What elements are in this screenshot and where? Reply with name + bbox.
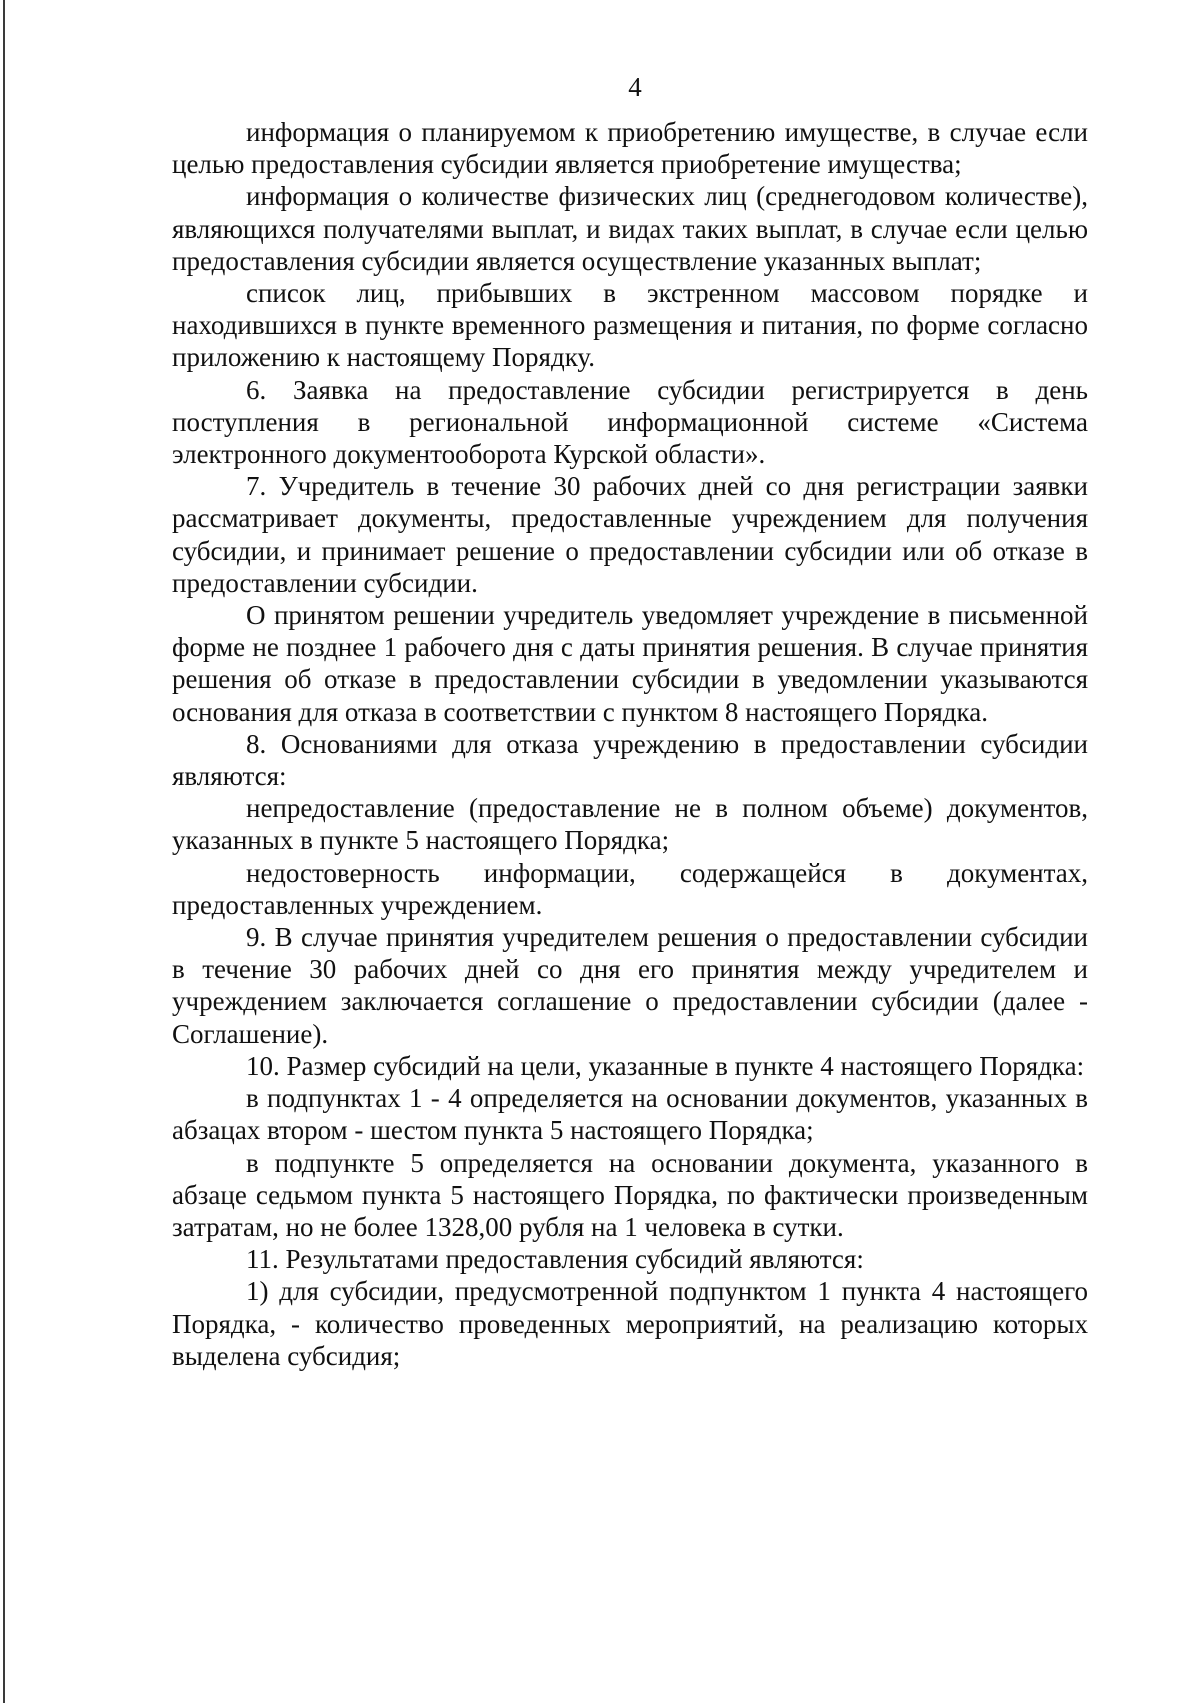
paragraph-item-7: 7. Учредитель в течение 30 рабочих дней со дня регистрации заявки рассматривает документы, предоставленные учреждением для получения субсидии, и принимает решение о предоставлении субсидии или об отказе в предоставлении субсидии. <box>172 471 1088 598</box>
paragraph-decision-notice: О принятом решении учредитель уведомляет учреждение в письменной форме не позднее 1 рабочего дня с даты принятия решения. В случае принятия решения об отказе в предоставлении субсидии в уведомлении указываются основания для отказа в соответствии с пунктом 8 настоящего Порядка. <box>172 600 1088 727</box>
paragraph-non-submission: непредоставление (предоставление не в полном объеме) документов, указанных в пункте 5 настоящего Порядка; <box>172 793 1088 856</box>
paragraph-unreliable-info: недостоверность информации, содержащейся в документах, предоставленных учреждением. <box>172 857 1088 920</box>
paragraph-item-8: 8. Основаниями для отказа учреждению в предоставлении субсидии являются: <box>172 728 1088 792</box>
document-body <box>172 116 1088 1372</box>
paragraph-individuals-info: информация о количестве физических лиц (среднегодовом количестве), являющихся получателями выплат, и видах таких выплат, в случае если целью предоставления субсидии является осуществление указанных выплат; <box>172 181 1088 276</box>
paragraph-item-9: 9. В случае принятия учредителем решения о предоставлении субсидии в течение 30 рабочих дней со дня его принятия между учредителем и учреждением заключается соглашение о предоставлении субсидии (далее - Соглашение). <box>172 922 1088 1049</box>
paragraph-item-6: 6. Заявка на предоставление субсидии регистрируется в день поступления в региональной информационной системе «Система электронного документооборота Курской области». <box>172 374 1088 470</box>
paragraph-result-1: 1) для субсидии, предусмотренной подпунктом 1 пункта 4 настоящего Порядка, - количество проведенных мероприятий, на реализацию которых выделена субсидия; <box>172 1276 1088 1371</box>
paragraph-item-10: 10. Размер субсидий на цели, указанные в пункте 4 настоящего Порядка: <box>246 1050 1085 1081</box>
page-number: 4 <box>628 72 642 102</box>
scan-edge-line <box>3 0 5 1703</box>
paragraph-item-11: 11. Результатами предоставления субсидий являются: <box>246 1244 864 1275</box>
paragraph-subitems-1-4: в подпунктах 1 - 4 определяется на основании документов, указанных в абзацах втором - шестом пункта 5 настоящего Порядка; <box>172 1083 1088 1146</box>
paragraph-subitem-5: в подпункте 5 определяется на основании документа, указанного в абзаце седьмом пункта 5 настоящего Порядка, по фактически произведенным затратам, но не более 1328,00 рубля на 1 человека в сутки. <box>172 1147 1088 1242</box>
paragraph-property-info: информация о планируемом к приобретению имуществе, в случае если целью предоставления субсидии является приобретение имущества; <box>172 117 1088 180</box>
paragraph-persons-list: список лиц, прибывших в экстренном массовом порядке и находившихся в пункте временного размещения и питания, по форме согласно приложению к настоящему Порядку. <box>172 278 1088 373</box>
